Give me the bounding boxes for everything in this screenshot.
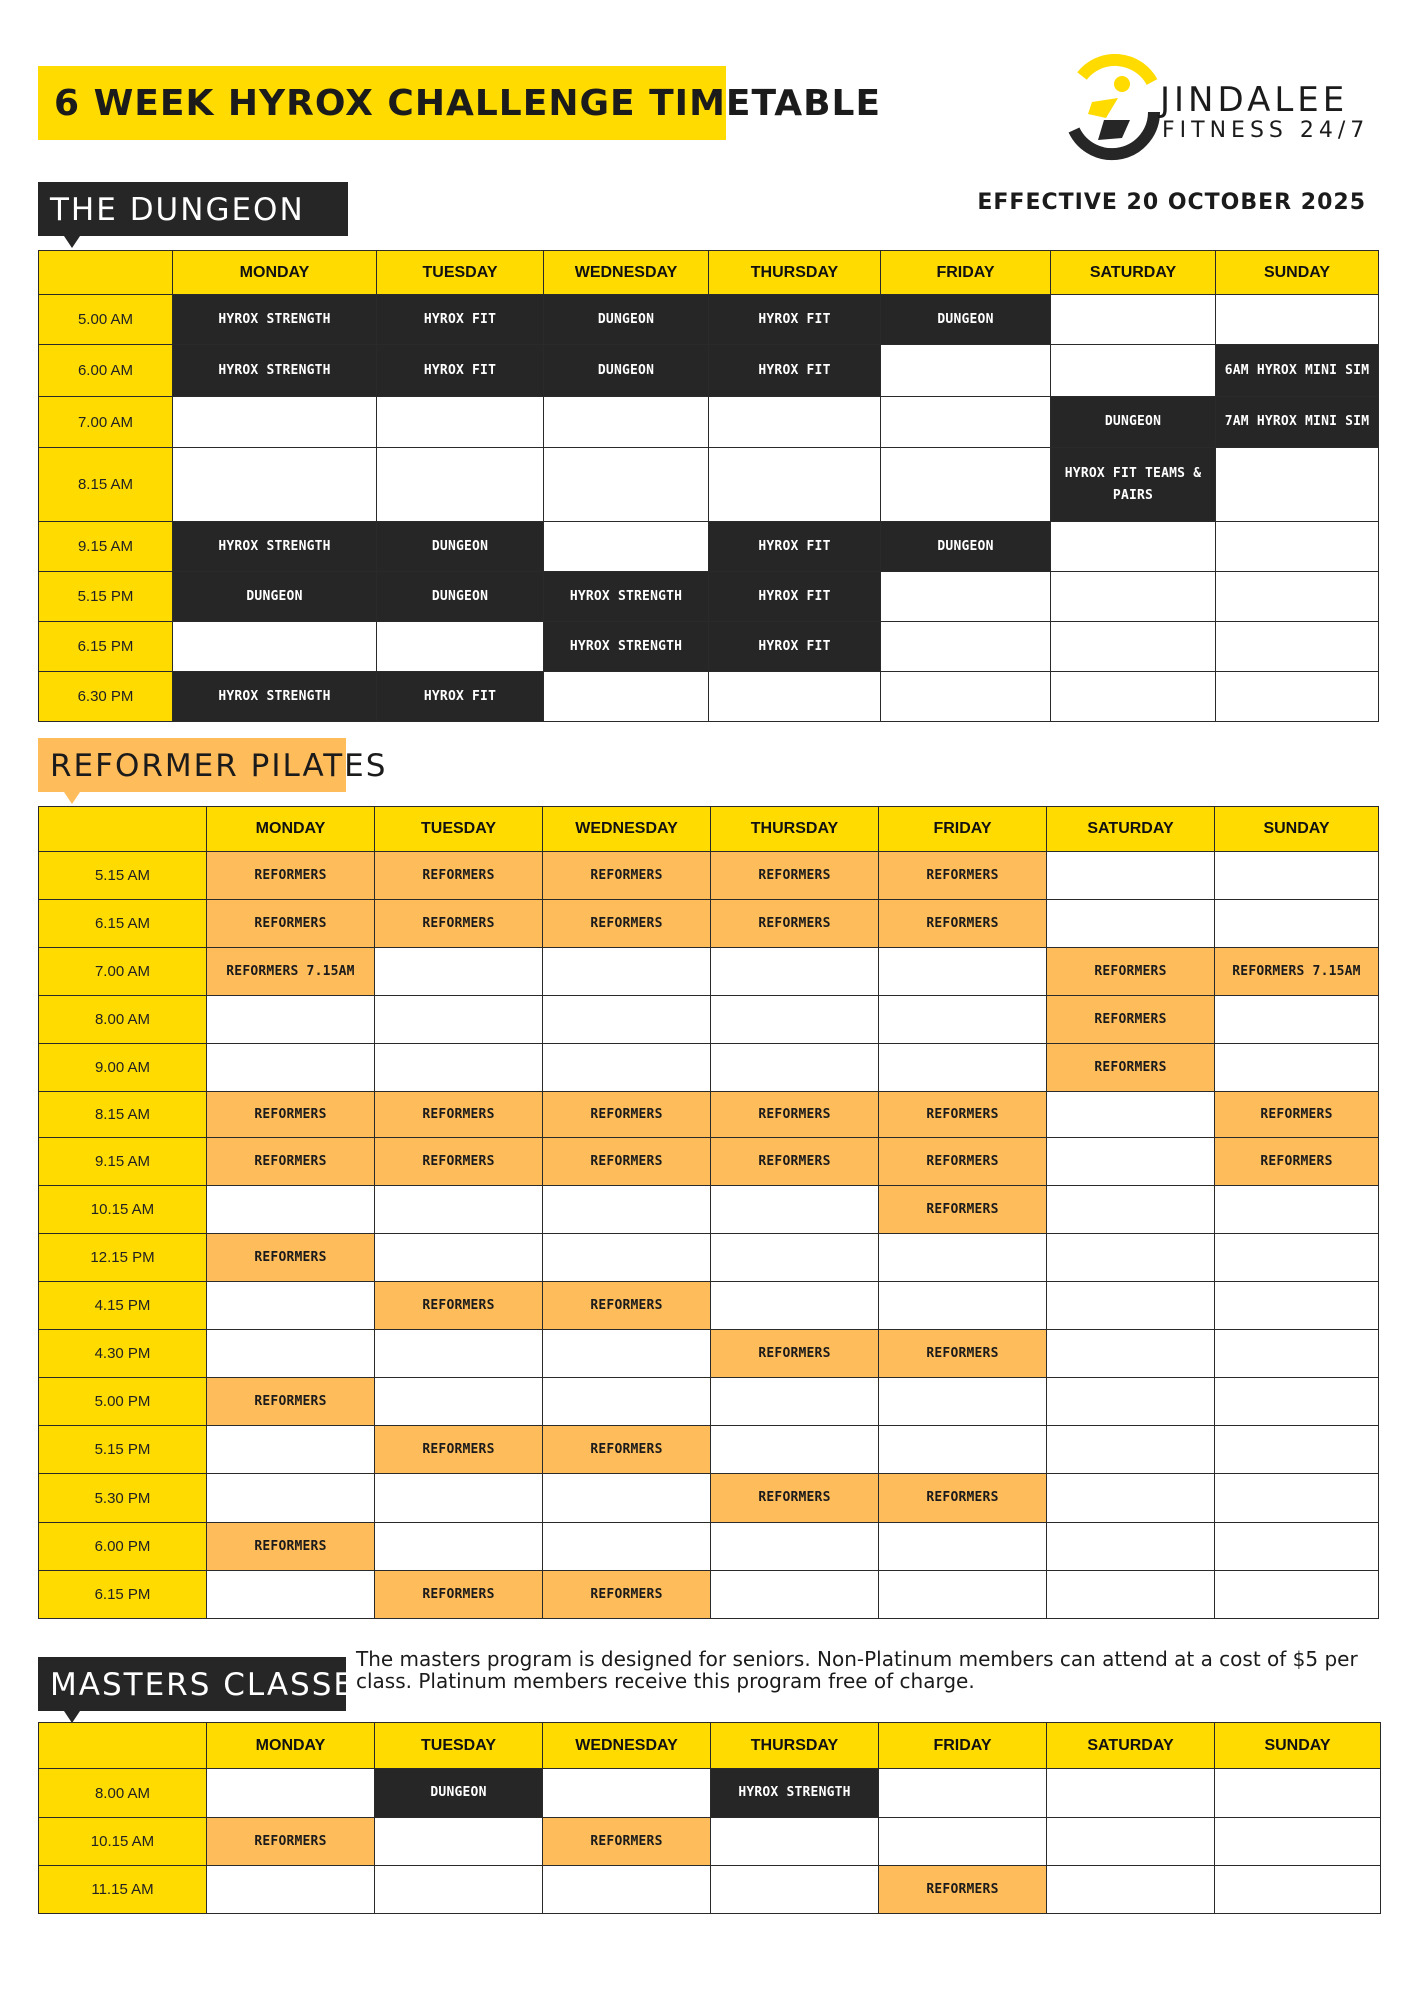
- empty-cell: [879, 1282, 1047, 1330]
- table-row: [39, 1426, 1379, 1474]
- empty-cell: [1215, 1866, 1381, 1914]
- empty-cell: [711, 1426, 879, 1474]
- class-cell: DUNGEON: [173, 572, 377, 622]
- class-cell: REFORMERS: [375, 1138, 543, 1186]
- class-cell: REFORMERS: [207, 1523, 375, 1571]
- empty-cell: [881, 572, 1051, 622]
- empty-cell: [375, 948, 543, 996]
- class-cell: REFORMERS: [207, 1818, 375, 1866]
- class-cell: REFORMERS: [207, 1378, 375, 1426]
- empty-cell: [1051, 522, 1216, 572]
- class-cell: REFORMERS: [1047, 948, 1215, 996]
- class-cell: REFORMERS: [207, 852, 375, 900]
- class-cell: REFORMERS: [375, 900, 543, 948]
- empty-cell: [173, 448, 377, 522]
- class-cell: REFORMERS: [375, 1571, 543, 1619]
- empty-cell: [1047, 900, 1215, 948]
- class-cell: REFORMERS: [207, 1138, 375, 1186]
- empty-cell: [711, 1818, 879, 1866]
- class-cell: HYROX STRENGTH: [173, 672, 377, 722]
- empty-cell: [375, 1186, 543, 1234]
- class-cell: REFORMERS: [711, 1330, 879, 1378]
- class-cell: REFORMERS: [375, 852, 543, 900]
- day-header-tuesday: TUESDAY: [375, 807, 543, 852]
- day-header-wednesday: WEDNESDAY: [543, 807, 711, 852]
- class-cell: 6AM HYROX MINI SIM: [1216, 345, 1379, 397]
- empty-cell: [544, 397, 709, 448]
- table-row: [39, 996, 1379, 1044]
- class-cell: REFORMERS: [543, 852, 711, 900]
- jindalee-logo-icon: [1052, 54, 1172, 164]
- time-slot: 6.15 PM: [39, 1571, 207, 1619]
- empty-cell: [1216, 448, 1379, 522]
- empty-cell: [1047, 1769, 1215, 1818]
- class-cell: REFORMERS: [879, 852, 1047, 900]
- class-cell: HYROX FIT: [709, 622, 881, 672]
- empty-cell: [207, 1426, 375, 1474]
- class-cell: 7AM HYROX MINI SIM: [1216, 397, 1379, 448]
- time-slot: 7.00 AM: [39, 948, 207, 996]
- empty-cell: [207, 1330, 375, 1378]
- empty-cell: [1215, 1571, 1379, 1619]
- time-slot: 4.15 PM: [39, 1282, 207, 1330]
- effective-date: EFFECTIVE 20 OCTOBER 2025: [977, 190, 1366, 215]
- empty-cell: [173, 397, 377, 448]
- label-pointer: [64, 236, 80, 248]
- day-header-friday: FRIDAY: [879, 807, 1047, 852]
- class-cell: HYROX STRENGTH: [173, 345, 377, 397]
- pilates-timetable: [38, 806, 1379, 1619]
- empty-cell: [881, 672, 1051, 722]
- time-slot: 5.15 PM: [39, 1426, 207, 1474]
- class-cell: REFORMERS: [1215, 1092, 1379, 1138]
- empty-cell: [543, 1186, 711, 1234]
- table-row: [39, 1282, 1379, 1330]
- empty-cell: [207, 1282, 375, 1330]
- empty-cell: [709, 672, 881, 722]
- table-row: [39, 672, 1379, 722]
- empty-cell: [1047, 852, 1215, 900]
- time-slot: 11.15 AM: [39, 1866, 207, 1914]
- class-cell: REFORMERS 7.15AM: [207, 948, 375, 996]
- class-cell: REFORMERS: [711, 852, 879, 900]
- table-row: [39, 345, 1379, 397]
- header-corner: [39, 251, 173, 295]
- class-cell: REFORMERS: [879, 1138, 1047, 1186]
- class-cell: REFORMERS: [375, 1092, 543, 1138]
- empty-cell: [1215, 996, 1379, 1044]
- time-slot: 5.00 AM: [39, 295, 173, 345]
- empty-cell: [543, 1234, 711, 1282]
- empty-cell: [375, 1378, 543, 1426]
- class-cell: HYROX FIT: [709, 295, 881, 345]
- empty-cell: [879, 996, 1047, 1044]
- time-slot: 5.15 AM: [39, 852, 207, 900]
- class-cell: HYROX STRENGTH: [544, 572, 709, 622]
- class-cell: REFORMERS: [375, 1282, 543, 1330]
- empty-cell: [1215, 900, 1379, 948]
- class-cell: DUNGEON: [375, 1769, 543, 1818]
- table-row: [39, 1330, 1379, 1378]
- day-header-tuesday: TUESDAY: [377, 251, 544, 295]
- class-cell: HYROX FIT: [709, 572, 881, 622]
- empty-cell: [544, 672, 709, 722]
- time-slot: 8.00 AM: [39, 996, 207, 1044]
- time-slot: 10.15 AM: [39, 1818, 207, 1866]
- class-cell: REFORMERS 7.15AM: [1215, 948, 1379, 996]
- empty-cell: [711, 1523, 879, 1571]
- empty-cell: [375, 1818, 543, 1866]
- class-cell: REFORMERS: [543, 1426, 711, 1474]
- empty-cell: [207, 1866, 375, 1914]
- class-cell: REFORMERS: [1047, 996, 1215, 1044]
- empty-cell: [1047, 1571, 1215, 1619]
- day-header-monday: MONDAY: [207, 1723, 375, 1769]
- header-corner: [39, 807, 207, 852]
- time-slot: 4.30 PM: [39, 1330, 207, 1378]
- class-cell: REFORMERS: [375, 1426, 543, 1474]
- class-cell: DUNGEON: [881, 522, 1051, 572]
- day-header-sunday: SUNDAY: [1215, 807, 1379, 852]
- section-label-masters: MASTERS CLASSES: [38, 1657, 346, 1711]
- empty-cell: [881, 345, 1051, 397]
- empty-cell: [1216, 572, 1379, 622]
- empty-cell: [711, 1044, 879, 1092]
- table-row: [39, 1866, 1381, 1914]
- empty-cell: [543, 1866, 711, 1914]
- table-row: [39, 295, 1379, 345]
- day-header-thursday: THURSDAY: [709, 251, 881, 295]
- empty-cell: [881, 448, 1051, 522]
- class-cell: REFORMERS: [543, 1092, 711, 1138]
- empty-cell: [173, 622, 377, 672]
- table-row: [39, 1044, 1379, 1092]
- empty-cell: [543, 1330, 711, 1378]
- time-slot: 8.15 AM: [39, 1092, 207, 1138]
- empty-cell: [543, 1044, 711, 1092]
- empty-cell: [1215, 1044, 1379, 1092]
- empty-cell: [711, 1571, 879, 1619]
- time-slot: 10.15 AM: [39, 1186, 207, 1234]
- empty-cell: [709, 448, 881, 522]
- class-cell: REFORMERS: [543, 900, 711, 948]
- empty-cell: [1216, 295, 1379, 345]
- empty-cell: [1215, 1523, 1379, 1571]
- time-slot: 5.15 PM: [39, 572, 173, 622]
- empty-cell: [1216, 522, 1379, 572]
- table-row: [39, 1523, 1379, 1571]
- empty-cell: [375, 1234, 543, 1282]
- section-label-dungeon: THE DUNGEON: [38, 182, 348, 236]
- day-header-saturday: SATURDAY: [1047, 1723, 1215, 1769]
- empty-cell: [1047, 1866, 1215, 1914]
- empty-cell: [207, 1186, 375, 1234]
- day-header-saturday: SATURDAY: [1051, 251, 1216, 295]
- empty-cell: [377, 397, 544, 448]
- time-slot: 6.00 AM: [39, 345, 173, 397]
- time-slot: 9.15 AM: [39, 1138, 207, 1186]
- empty-cell: [1215, 1282, 1379, 1330]
- class-cell: REFORMERS: [879, 1866, 1047, 1914]
- empty-cell: [711, 1378, 879, 1426]
- empty-cell: [1216, 622, 1379, 672]
- empty-cell: [377, 448, 544, 522]
- class-cell: DUNGEON: [544, 295, 709, 345]
- empty-cell: [1051, 572, 1216, 622]
- empty-cell: [1216, 672, 1379, 722]
- empty-cell: [1051, 295, 1216, 345]
- empty-cell: [1051, 622, 1216, 672]
- time-slot: 6.15 AM: [39, 900, 207, 948]
- time-slot: 5.00 PM: [39, 1378, 207, 1426]
- label-pointer: [64, 792, 80, 804]
- class-cell: HYROX STRENGTH: [173, 522, 377, 572]
- class-cell: HYROX FIT: [709, 522, 881, 572]
- time-slot: 12.15 PM: [39, 1234, 207, 1282]
- table-row: [39, 1234, 1379, 1282]
- empty-cell: [1215, 1186, 1379, 1234]
- empty-cell: [207, 1571, 375, 1619]
- empty-cell: [377, 622, 544, 672]
- empty-cell: [879, 1044, 1047, 1092]
- empty-cell: [1051, 672, 1216, 722]
- empty-cell: [879, 1523, 1047, 1571]
- class-cell: REFORMERS: [207, 1234, 375, 1282]
- class-cell: DUNGEON: [544, 345, 709, 397]
- empty-cell: [711, 996, 879, 1044]
- class-cell: REFORMERS: [879, 1474, 1047, 1523]
- empty-cell: [543, 1378, 711, 1426]
- empty-cell: [879, 948, 1047, 996]
- empty-cell: [207, 1474, 375, 1523]
- class-cell: DUNGEON: [881, 295, 1051, 345]
- empty-cell: [1047, 1330, 1215, 1378]
- empty-cell: [711, 1234, 879, 1282]
- empty-cell: [543, 1523, 711, 1571]
- table-row: [39, 572, 1379, 622]
- day-header-sunday: SUNDAY: [1216, 251, 1379, 295]
- day-header-wednesday: WEDNESDAY: [544, 251, 709, 295]
- empty-cell: [1047, 1138, 1215, 1186]
- empty-cell: [1215, 1330, 1379, 1378]
- class-cell: REFORMERS: [543, 1282, 711, 1330]
- table-row: [39, 1571, 1379, 1619]
- table-row: [39, 522, 1379, 572]
- day-header-friday: FRIDAY: [879, 1723, 1047, 1769]
- table-row: [39, 852, 1379, 900]
- class-cell: HYROX FIT TEAMS & PAIRS: [1051, 448, 1216, 522]
- day-header-sunday: SUNDAY: [1215, 1723, 1381, 1769]
- empty-cell: [1047, 1186, 1215, 1234]
- section-label-pilates: REFORMER PILATES: [38, 738, 346, 792]
- class-cell: REFORMERS: [711, 1138, 879, 1186]
- day-header-friday: FRIDAY: [881, 251, 1051, 295]
- class-cell: REFORMERS: [543, 1138, 711, 1186]
- class-cell: REFORMERS: [543, 1571, 711, 1619]
- empty-cell: [1215, 1818, 1381, 1866]
- table-row: [39, 900, 1379, 948]
- table-row: [39, 1474, 1379, 1523]
- class-cell: REFORMERS: [207, 900, 375, 948]
- empty-cell: [1047, 1426, 1215, 1474]
- empty-cell: [1047, 1818, 1215, 1866]
- masters-timetable: [38, 1722, 1381, 1914]
- class-cell: REFORMERS: [711, 1092, 879, 1138]
- table-row: [39, 1818, 1381, 1866]
- table-row: [39, 1186, 1379, 1234]
- empty-cell: [1215, 1426, 1379, 1474]
- class-cell: HYROX STRENGTH: [173, 295, 377, 345]
- empty-cell: [1215, 1769, 1381, 1818]
- class-cell: REFORMERS: [879, 900, 1047, 948]
- empty-cell: [1047, 1378, 1215, 1426]
- class-cell: DUNGEON: [1051, 397, 1216, 448]
- time-slot: 6.15 PM: [39, 622, 173, 672]
- empty-cell: [375, 1044, 543, 1092]
- empty-cell: [543, 1769, 711, 1818]
- time-slot: 9.15 AM: [39, 522, 173, 572]
- empty-cell: [881, 397, 1051, 448]
- time-slot: 8.00 AM: [39, 1769, 207, 1818]
- empty-cell: [711, 1282, 879, 1330]
- page-title: 6 WEEK HYROX CHALLENGE TIMETABLE: [54, 83, 882, 124]
- class-cell: DUNGEON: [377, 522, 544, 572]
- table-row: [39, 397, 1379, 448]
- day-header-monday: MONDAY: [207, 807, 375, 852]
- class-cell: REFORMERS: [879, 1092, 1047, 1138]
- empty-cell: [879, 1571, 1047, 1619]
- empty-cell: [207, 1769, 375, 1818]
- class-cell: REFORMERS: [1215, 1138, 1379, 1186]
- class-cell: REFORMERS: [543, 1818, 711, 1866]
- header-corner: [39, 1723, 207, 1769]
- class-cell: HYROX STRENGTH: [711, 1769, 879, 1818]
- empty-cell: [207, 996, 375, 1044]
- empty-cell: [711, 948, 879, 996]
- empty-cell: [1215, 852, 1379, 900]
- empty-cell: [879, 1818, 1047, 1866]
- empty-cell: [1051, 345, 1216, 397]
- brand-name: JINDALEE: [1160, 80, 1349, 120]
- table-row: [39, 622, 1379, 672]
- empty-cell: [375, 1474, 543, 1523]
- masters-note: The masters program is designed for seniors. Non-Platinum members can attend at a cost of $5 per class. Platinum members receive this program free of charge.: [356, 1647, 1358, 1693]
- table-row: [39, 1138, 1379, 1186]
- empty-cell: [375, 1330, 543, 1378]
- day-header-monday: MONDAY: [173, 251, 377, 295]
- empty-cell: [879, 1378, 1047, 1426]
- empty-cell: [709, 397, 881, 448]
- class-cell: HYROX STRENGTH: [544, 622, 709, 672]
- empty-cell: [711, 1186, 879, 1234]
- empty-cell: [881, 622, 1051, 672]
- day-header-saturday: SATURDAY: [1047, 807, 1215, 852]
- class-cell: REFORMERS: [207, 1092, 375, 1138]
- empty-cell: [1047, 1282, 1215, 1330]
- empty-cell: [1215, 1474, 1379, 1523]
- time-slot: 5.30 PM: [39, 1474, 207, 1523]
- empty-cell: [207, 1044, 375, 1092]
- dungeon-timetable: [38, 250, 1379, 722]
- empty-cell: [1047, 1234, 1215, 1282]
- day-header-thursday: THURSDAY: [711, 807, 879, 852]
- time-slot: 6.30 PM: [39, 672, 173, 722]
- table-row: [39, 1092, 1379, 1138]
- time-slot: 8.15 AM: [39, 448, 173, 522]
- empty-cell: [544, 448, 709, 522]
- day-header-thursday: THURSDAY: [711, 1723, 879, 1769]
- empty-cell: [1047, 1474, 1215, 1523]
- class-cell: REFORMERS: [1047, 1044, 1215, 1092]
- day-header-tuesday: TUESDAY: [375, 1723, 543, 1769]
- class-cell: HYROX FIT: [709, 345, 881, 397]
- empty-cell: [711, 1866, 879, 1914]
- empty-cell: [1047, 1092, 1215, 1138]
- table-row: [39, 448, 1379, 522]
- table-row: [39, 1769, 1381, 1818]
- class-cell: REFORMERS: [711, 1474, 879, 1523]
- empty-cell: [543, 1474, 711, 1523]
- empty-cell: [375, 1523, 543, 1571]
- class-cell: HYROX FIT: [377, 295, 544, 345]
- empty-cell: [543, 948, 711, 996]
- class-cell: REFORMERS: [879, 1330, 1047, 1378]
- empty-cell: [1215, 1378, 1379, 1426]
- empty-cell: [375, 996, 543, 1044]
- class-cell: REFORMERS: [879, 1186, 1047, 1234]
- class-cell: HYROX FIT: [377, 345, 544, 397]
- empty-cell: [1047, 1523, 1215, 1571]
- empty-cell: [879, 1426, 1047, 1474]
- empty-cell: [543, 996, 711, 1044]
- empty-cell: [544, 522, 709, 572]
- class-cell: REFORMERS: [711, 900, 879, 948]
- day-header-wednesday: WEDNESDAY: [543, 1723, 711, 1769]
- class-cell: DUNGEON: [377, 572, 544, 622]
- time-slot: 6.00 PM: [39, 1523, 207, 1571]
- empty-cell: [879, 1769, 1047, 1818]
- brand-tagline: FITNESS 24/7: [1162, 118, 1370, 143]
- class-cell: HYROX FIT: [377, 672, 544, 722]
- table-row: [39, 948, 1379, 996]
- empty-cell: [1215, 1234, 1379, 1282]
- table-row: [39, 1378, 1379, 1426]
- empty-cell: [879, 1234, 1047, 1282]
- time-slot: 9.00 AM: [39, 1044, 207, 1092]
- time-slot: 7.00 AM: [39, 397, 173, 448]
- empty-cell: [375, 1866, 543, 1914]
